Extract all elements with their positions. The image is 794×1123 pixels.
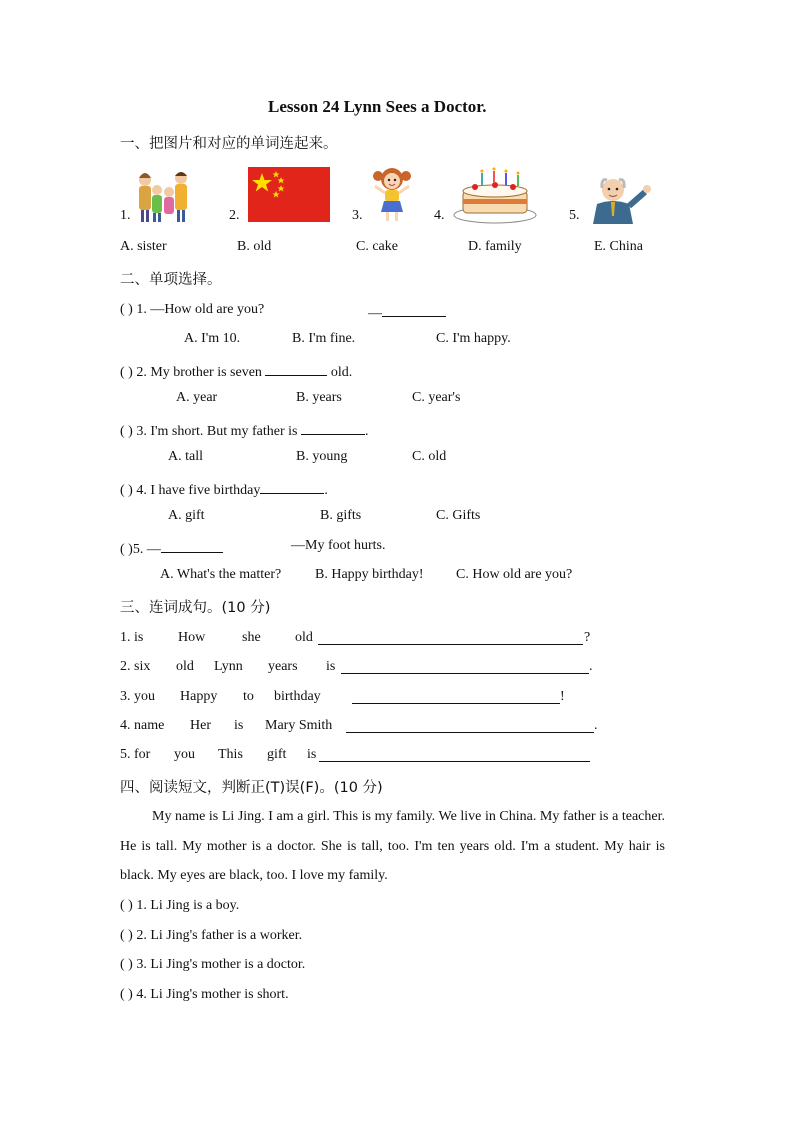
q2-stem-text: ( ) 2. My brother is seven xyxy=(120,365,262,380)
section1-heading: 一、把图片和对应的单词连起来。 xyxy=(120,136,338,152)
s3-item-3-word-2: Happy xyxy=(180,689,218,704)
s3-item-4-end: . xyxy=(594,718,598,733)
family-picture-icon xyxy=(133,166,198,224)
cake-picture-icon xyxy=(453,165,538,225)
s3-item-1-word-4: old xyxy=(295,630,313,645)
answer-blank[interactable] xyxy=(161,538,223,553)
picture-number-3: 3. xyxy=(352,208,363,223)
q2-option-a: A. year xyxy=(176,390,218,405)
statement-2: ( ) 2. Li Jing's father is a worker. xyxy=(120,928,303,943)
q4-stem-end: . xyxy=(324,483,328,498)
s3-item-5-word-1: 5. for xyxy=(120,747,151,762)
answer-line[interactable] xyxy=(341,659,589,674)
answer-line[interactable] xyxy=(352,689,560,704)
s3-item-2-word-5: is xyxy=(326,659,336,674)
s3-item-2-word-2: old xyxy=(176,659,194,674)
q3-stem-text: ( ) 3. I'm short. But my father is xyxy=(120,424,298,439)
q4-option-a: A. gift xyxy=(168,508,205,523)
q5-option-b: B. Happy birthday! xyxy=(315,567,424,582)
q3-stem-end: . xyxy=(365,424,369,439)
s3-item-5-word-5: is xyxy=(307,747,317,762)
page-title: Lesson 24 Lynn Sees a Doctor. xyxy=(268,97,487,116)
s3-item-1-word-2: How xyxy=(178,630,206,645)
s3-item-3-end: ! xyxy=(560,689,565,704)
s3-item-4-word-2: Her xyxy=(190,718,211,733)
question-1-stem: ( ) 1. —How old are you? xyxy=(120,302,265,317)
s3-item-4-word-1: 4. name xyxy=(120,718,165,733)
s3-item-5-word-2: you xyxy=(174,747,195,762)
question-4-stem xyxy=(120,479,328,499)
question-2-stem xyxy=(120,361,352,381)
q2-option-b: B. years xyxy=(296,390,342,405)
s3-item-2-end: . xyxy=(589,659,593,674)
word-option-e: E. China xyxy=(594,239,643,254)
question-3-stem xyxy=(120,420,369,440)
picture-number-1: 1. xyxy=(120,208,131,223)
q5-option-a: A. What's the matter? xyxy=(160,567,282,582)
passage-text: My name is Li Jing. I am a girl. This is my family. We live in China. My father is a teacher. He is tall. My mother is a doctor. She is tall, too. I'm ten years old. I'm a student. My hair is black. My eyes are black, too. I love my family. xyxy=(120,809,665,883)
answer-blank[interactable] xyxy=(265,361,327,376)
answer-line[interactable] xyxy=(346,718,594,733)
section4-heading: 四、阅读短文，判断正(T)误(F)。(10 分) xyxy=(120,780,383,796)
s3-item-3-word-1: 3. you xyxy=(120,689,155,704)
q5-option-c: C. How old are you? xyxy=(456,567,573,582)
q4-stem-text: ( ) 4. I have five birthday xyxy=(120,483,261,498)
s3-item-2-word-3: Lynn xyxy=(214,659,243,674)
s3-item-4-word-3: is xyxy=(234,718,244,733)
word-option-b: B. old xyxy=(237,239,272,254)
answer-line[interactable] xyxy=(318,630,583,645)
answer-blank[interactable] xyxy=(382,302,446,317)
reading-passage xyxy=(120,802,665,891)
word-option-a: A. sister xyxy=(120,239,167,254)
q5-stem-end: —My foot hurts. xyxy=(291,538,386,553)
q2-stem-end: old. xyxy=(330,365,353,380)
q1-option-a: A. I'm 10. xyxy=(184,331,241,346)
s3-item-1-word-3: she xyxy=(242,630,261,645)
word-option-d: D. family xyxy=(468,239,522,254)
q1-option-c: C. I'm happy. xyxy=(436,331,511,346)
q4-option-c: C. Gifts xyxy=(436,508,481,523)
s3-item-4-word-4: Mary Smith xyxy=(265,718,333,733)
old-man-picture-icon xyxy=(587,172,652,224)
section3-heading: 三、连词成句。(10 分) xyxy=(120,600,271,616)
question-1-answer xyxy=(368,302,446,322)
s3-item-3-word-3: to xyxy=(243,689,254,704)
q3-option-c: C. old xyxy=(412,449,447,464)
s3-item-2-word-1: 2. six xyxy=(120,659,151,674)
word-option-c: C. cake xyxy=(356,239,398,254)
answer-blank[interactable] xyxy=(301,420,365,435)
statement-4: ( ) 4. Li Jing's mother is short. xyxy=(120,987,289,1002)
answer-blank[interactable] xyxy=(260,479,324,494)
q3-option-a: A. tall xyxy=(168,449,203,464)
q3-option-b: B. young xyxy=(296,449,348,464)
picture-number-2: 2. xyxy=(229,208,240,223)
q4-option-b: B. gifts xyxy=(320,508,362,523)
statement-3: ( ) 3. Li Jing's mother is a doctor. xyxy=(120,957,306,972)
s3-item-3-word-4: birthday xyxy=(274,689,321,704)
picture-number-4: 4. xyxy=(434,208,445,223)
s3-item-1-end: ? xyxy=(584,630,591,645)
s3-item-5-word-4: gift xyxy=(267,747,287,762)
s3-item-5-word-3: This xyxy=(218,747,243,762)
statement-1: ( ) 1. Li Jing is a boy. xyxy=(120,898,240,913)
answer-line[interactable] xyxy=(319,747,590,762)
china-flag-picture-icon xyxy=(248,167,330,222)
picture-number-5: 5. xyxy=(569,208,580,223)
q2-option-c: C. year's xyxy=(412,390,461,405)
section2-heading: 二、单项选择。 xyxy=(120,272,222,288)
girl-picture-icon xyxy=(370,162,415,224)
answer-prefix: — xyxy=(368,306,382,321)
s3-item-1-word-1: 1. is xyxy=(120,630,144,645)
question-5-stem xyxy=(120,538,223,558)
q1-option-b: B. I'm fine. xyxy=(292,331,356,346)
s3-item-2-word-4: years xyxy=(268,659,298,674)
q5-stem-text: ( )5. — xyxy=(120,542,161,557)
